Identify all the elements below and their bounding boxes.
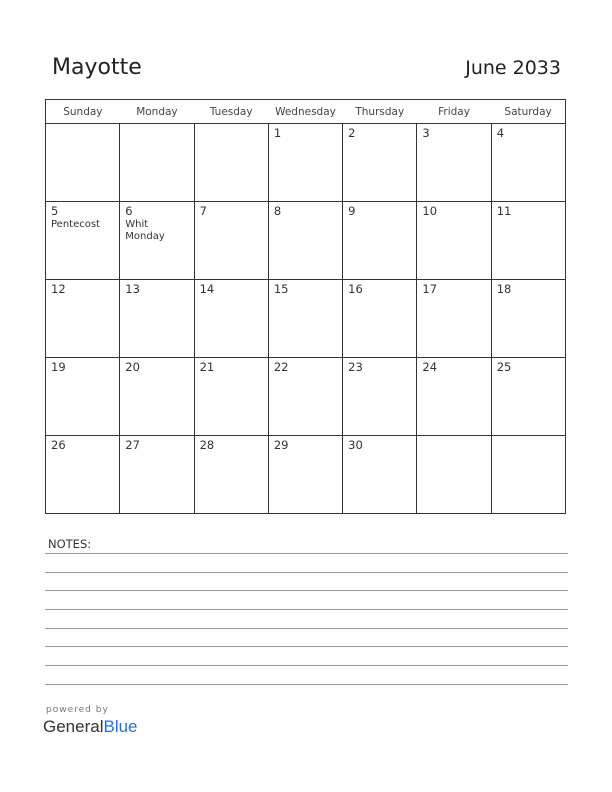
notes-line — [45, 572, 568, 573]
day-number: 2 — [348, 126, 356, 140]
day-number: 6 — [125, 204, 133, 218]
day-cell — [491, 436, 565, 514]
weekday-monday: Monday — [120, 100, 194, 124]
day-number: 12 — [51, 282, 66, 296]
day-cell — [194, 436, 268, 514]
weekday-header-row — [46, 100, 566, 124]
day-cell — [120, 358, 194, 436]
day-cell — [194, 202, 268, 280]
day-number: 21 — [199, 360, 215, 374]
day-cell — [491, 202, 565, 280]
day-cell — [417, 358, 491, 436]
day-number: 9 — [348, 204, 356, 218]
week-row — [46, 280, 566, 358]
day-cell — [120, 124, 194, 202]
day-cell — [46, 436, 120, 514]
day-number: 15 — [273, 282, 289, 296]
calendar-grid — [45, 99, 566, 514]
holiday-label: Whit Monday — [125, 219, 165, 242]
day-number: 30 — [348, 438, 363, 452]
day-cell — [120, 202, 194, 280]
day-cell — [417, 436, 491, 514]
day-number: 20 — [125, 360, 140, 374]
day-cell — [268, 358, 342, 436]
week-row — [46, 124, 566, 202]
day-number: 4 — [496, 126, 505, 140]
country-title: Mayotte — [52, 55, 142, 80]
notes-line — [45, 646, 568, 647]
day-cell — [268, 280, 342, 358]
day-number: 14 — [199, 282, 215, 296]
day-cell — [491, 124, 565, 202]
day-number: 10 — [422, 204, 438, 218]
day-number: 1 — [273, 126, 282, 140]
day-cell — [343, 280, 417, 358]
day-number: 8 — [273, 204, 282, 218]
weekday-tuesday: Tuesday — [194, 100, 268, 124]
day-cell — [268, 124, 342, 202]
notes-line — [45, 665, 568, 666]
notes-label: NOTES: — [48, 537, 92, 551]
day-cell — [343, 436, 417, 514]
day-number: 26 — [51, 438, 66, 452]
week-row — [46, 436, 566, 514]
week-row — [46, 358, 566, 436]
day-cell — [46, 202, 120, 280]
day-cell — [491, 280, 565, 358]
day-number: 29 — [273, 438, 289, 452]
day-cell — [194, 124, 268, 202]
month-year-title: June 2033 — [465, 57, 561, 79]
day-cell — [417, 280, 491, 358]
day-number: 16 — [348, 282, 363, 296]
day-cell — [120, 280, 194, 358]
day-number: 24 — [422, 360, 438, 374]
brand-logo — [43, 717, 138, 737]
weekday-saturday: Saturday — [491, 100, 565, 124]
day-number: 28 — [199, 438, 215, 452]
notes-line — [45, 609, 568, 610]
day-cell — [194, 358, 268, 436]
day-number: 23 — [348, 360, 363, 374]
day-number: 5 — [51, 204, 59, 218]
day-number: 25 — [496, 360, 512, 374]
day-cell — [46, 124, 120, 202]
day-cell — [491, 358, 565, 436]
weekday-wednesday: Wednesday — [268, 100, 342, 124]
day-cell — [343, 358, 417, 436]
day-number: 3 — [422, 126, 430, 140]
day-number: 17 — [422, 282, 438, 296]
day-number: 19 — [51, 360, 66, 374]
powered-by-text: powered by — [46, 705, 109, 715]
day-cell — [120, 436, 194, 514]
week-row — [46, 202, 566, 280]
notes-line — [45, 684, 568, 685]
day-number: 18 — [496, 282, 512, 296]
weekday-friday: Friday — [417, 100, 491, 124]
day-cell — [268, 202, 342, 280]
brand-general: General — [43, 717, 104, 736]
notes-line — [45, 628, 568, 629]
weekday-thursday: Thursday — [343, 100, 417, 124]
weekday-sunday: Sunday — [46, 100, 120, 124]
day-number: 7 — [199, 204, 207, 218]
notes-line — [45, 553, 568, 554]
day-number: 27 — [125, 438, 140, 452]
notes-line — [45, 590, 568, 591]
brand-blue: Blue — [103, 717, 138, 736]
day-cell — [194, 280, 268, 358]
day-cell — [417, 202, 491, 280]
day-cell — [268, 436, 342, 514]
day-number: 22 — [273, 360, 289, 374]
day-number: 13 — [125, 282, 140, 296]
day-cell — [343, 202, 417, 280]
day-cell — [343, 124, 417, 202]
day-cell — [46, 280, 120, 358]
day-cell — [417, 124, 491, 202]
holiday-label: Pentecost — [51, 219, 100, 230]
day-number: 11 — [496, 204, 512, 218]
day-cell — [46, 358, 120, 436]
